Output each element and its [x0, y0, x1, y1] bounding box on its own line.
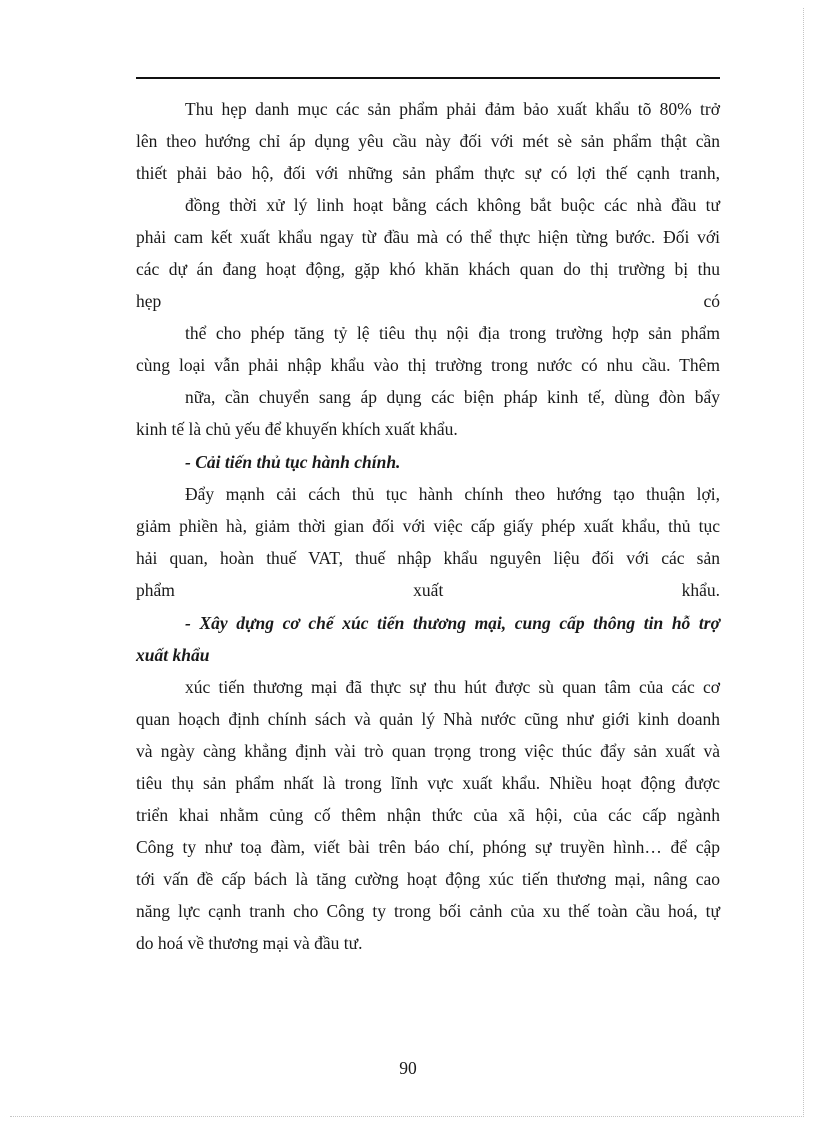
spread-line — [136, 289, 720, 321]
text-line-content: quan hoạch định chính sách và quản lý Nhà nước cũng như giới kinh doanh — [136, 709, 720, 729]
text-line-content: phải cam kết xuất khẩu ngay từ đầu mà có thể thực hiện từng bước. Đối với — [136, 227, 720, 247]
text-line — [136, 225, 720, 257]
text-line-content: xúc tiến thương mại đã thực sự thu hút được sù quan tâm của các cơ — [185, 677, 720, 697]
spread-word: xuất — [413, 580, 444, 600]
text-line-content: Công ty như toạ đàm, viết bài trên báo chí, phóng sự truyền hình… để cập — [136, 837, 720, 857]
text-line — [185, 482, 720, 514]
header-rule — [136, 77, 720, 79]
text-line-content: thể cho phép tăng tỷ lệ tiêu thụ nội địa trong trường hợp sản phẩm — [185, 323, 720, 343]
section-heading: - Cải tiến thủ tục hành chính. — [185, 452, 401, 472]
text-line — [185, 321, 720, 353]
text-line — [185, 97, 720, 129]
text-line — [185, 675, 720, 707]
text-line-content: năng lực cạnh tranh cho Công ty trong bối cảnh của xu thế toàn cầu hoá, tự — [136, 901, 720, 921]
text-line — [136, 353, 720, 385]
text-line-content: Thu hẹp danh mục các sản phẩm phải đảm bảo xuất khẩu tõ 80% trở — [185, 99, 720, 119]
section-heading-text: - Xây dựng cơ chế xúc tiến thương mại, cung cấp thông tin hỗ trợ — [185, 613, 720, 633]
page-number: 90 — [399, 1058, 417, 1078]
text-line — [185, 385, 720, 417]
text-line-content: thiết phải bảo hộ, đối với những sản phẩm thực sự có lợi thế cạnh tranh, — [136, 163, 720, 183]
text-line — [136, 771, 720, 803]
text-line-content: lên theo hướng chỉ áp dụng yêu cầu này đối với mét sè sản phẩm thật cần — [136, 131, 720, 151]
text-line — [136, 899, 720, 931]
spread-word: phẩm — [136, 580, 175, 600]
text-line-content: Đẩy mạnh cải cách thủ tục hành chính theo hướng tạo thuận lợi, — [185, 484, 720, 504]
text-line — [136, 514, 720, 546]
text-line — [136, 803, 720, 835]
text-line — [136, 867, 720, 899]
text-line — [136, 707, 720, 739]
spread-line — [136, 578, 720, 610]
text-line-content: đồng thời xử lý linh hoạt bằng cách không bắt buộc các nhà đầu tư — [185, 195, 720, 215]
text-line — [136, 257, 720, 289]
text-line-content: tới vấn đề cấp bách là tăng cường hoạt động xúc tiến thương mại, nâng cao — [136, 869, 720, 889]
text-line — [136, 129, 720, 161]
text-line-content: và ngày càng khẳng định vài trò quan trọng trong việc thúc đẩy sản xuất và — [136, 741, 720, 761]
text-line-content: do hoá về thương mại và đầu tư. — [136, 933, 363, 953]
text-line-content: tiêu thụ sản phẩm nhất là trong lĩnh vực xuất khẩu. Nhiều hoạt động được — [136, 773, 720, 793]
text-line-content: giảm phiền hà, giảm thời gian đối với việc cấp giấy phép xuất khẩu, thủ tục — [136, 516, 720, 536]
spread-word: có — [703, 291, 720, 311]
section-heading-continued: xuất khẩu — [136, 645, 210, 665]
text-line-content: triển khai nhằm củng cố thêm nhận thức của xã hội, của các cấp ngành — [136, 805, 720, 825]
spread-word: hẹp — [136, 291, 162, 311]
text-line-content: kinh tế là chủ yếu để khuyến khích xuất khẩu. — [136, 419, 458, 439]
text-line-content: cùng loại vẫn phải nhập khẩu vào thị trường trong nước có nhu cầu. Thêm — [136, 355, 720, 375]
text-line — [136, 546, 720, 578]
section-heading — [185, 611, 720, 643]
text-line — [136, 739, 720, 771]
text-line — [185, 193, 720, 225]
spread-word: khẩu. — [681, 580, 720, 600]
text-line — [136, 931, 720, 963]
text-line-content: nữa, cần chuyển sang áp dụng các biện pháp kinh tế, dùng đòn bẩy — [185, 387, 720, 407]
text-line — [136, 417, 720, 449]
text-line-content: hải quan, hoàn thuế VAT, thuế nhập khẩu nguyên liệu đối với các sản — [136, 548, 720, 568]
text-line-content: các dự án đang hoạt động, gặp khó khăn khách quan do thị trường bị thu — [136, 259, 720, 279]
text-line — [136, 835, 720, 867]
text-line — [136, 161, 720, 193]
